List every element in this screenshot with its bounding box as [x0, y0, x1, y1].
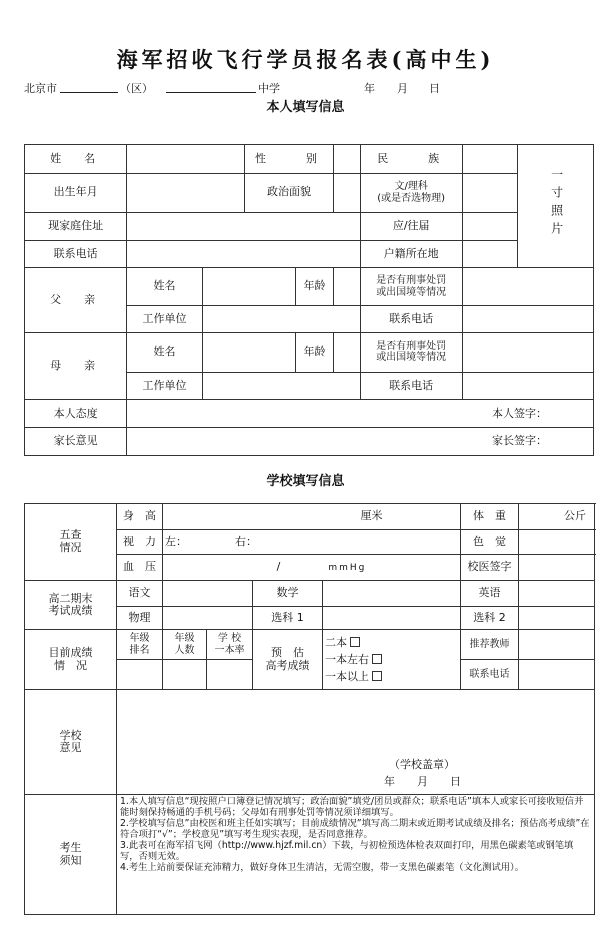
father-label: 父 亲: [25, 268, 127, 332]
rec-phone-field[interactable]: [519, 660, 595, 690]
parent-opinion-label: 家长意见: [25, 428, 127, 456]
political-label: 政治面貌: [245, 173, 334, 212]
attitude-label: 本人态度: [25, 400, 127, 428]
attitude-field[interactable]: [127, 400, 594, 428]
self-info-table: [24, 144, 594, 456]
note-3: 3.此表可在海军招飞网（http://www.hjzf.mil.cn）下载，与初检预选体检表双面打印，用黑色碳素笔或钢笔填写，否则无效。: [120, 840, 574, 862]
phone-label: 联系电话: [25, 240, 127, 268]
grade-rank-label: 年级 排名: [117, 630, 163, 660]
grade-count-label: 年级 人数: [163, 630, 207, 660]
height-label: 身 高: [117, 504, 163, 530]
name-field[interactable]: [127, 145, 245, 174]
section-self-heading: 本人填写信息: [266, 100, 345, 115]
tier2-label: 二本: [325, 636, 347, 650]
vision-left: 左：: [165, 534, 187, 548]
school-opinion-field[interactable]: [117, 690, 595, 795]
color-label: 色 觉: [461, 529, 519, 555]
option-tier2[interactable]: [325, 634, 458, 651]
predicted-label: 预 估 高考成绩: [253, 630, 323, 690]
seal-date: 年 月 日: [384, 774, 461, 788]
photo-box[interactable]: [518, 145, 594, 268]
school-opinion-label: 学校 意见: [25, 690, 117, 795]
height-unit: 厘米: [360, 509, 383, 523]
self-sign-label: 本人签字：: [492, 406, 547, 420]
bp-label: 血 压: [117, 555, 163, 581]
color-field[interactable]: [519, 529, 595, 555]
grad-status-field[interactable]: [462, 212, 518, 240]
elective1-label: 选科 1: [253, 606, 323, 630]
school-date-line: [24, 80, 594, 96]
current-label: 目前成绩 情 况: [25, 630, 117, 690]
school-blank: [166, 92, 256, 93]
father-work-label: 工作单位: [127, 306, 203, 333]
hukou-field[interactable]: [462, 240, 518, 268]
weight-label: 体 重: [461, 504, 519, 530]
gender-field[interactable]: [333, 145, 360, 174]
vision-field[interactable]: [163, 529, 461, 555]
gender-label: 性 别: [245, 145, 334, 174]
father-name-field[interactable]: [202, 268, 295, 306]
vision-right: 右：: [235, 534, 257, 548]
notice-text: [117, 795, 595, 915]
math-label: 数学: [253, 581, 323, 607]
exam-label: 高二期末 考试成绩: [25, 581, 117, 630]
mother-name-field[interactable]: [202, 332, 295, 372]
grade-count-field[interactable]: [163, 660, 207, 690]
district-label: （区）: [120, 82, 153, 95]
name-label: 姓 名: [25, 145, 127, 174]
form-title: 海军招收飞行学员报名表(高中生): [116, 47, 495, 72]
father-work-field[interactable]: [202, 306, 360, 333]
chinese-field[interactable]: [163, 581, 253, 607]
physics-label: 物理: [117, 606, 163, 630]
school-seal-label: （学校盖章）: [389, 758, 455, 772]
hukou-label: 户籍所在地: [360, 240, 462, 268]
school-label: 中学: [258, 82, 280, 95]
father-age-field[interactable]: [333, 268, 360, 306]
vision-label: 视 力: [117, 529, 163, 555]
height-field[interactable]: [163, 504, 461, 530]
rec-phone-label: 联系电话: [461, 660, 519, 690]
date-day: 日: [429, 82, 440, 95]
track-label: 文/理科 (或是否选物理): [360, 173, 462, 212]
mother-phone-label: 联系电话: [360, 372, 462, 400]
district-blank: [60, 92, 118, 93]
bp-unit: mmHg: [328, 563, 367, 574]
tier1-around-checkbox[interactable]: [372, 654, 382, 664]
option-tier1-around[interactable]: [325, 651, 458, 668]
tier1-above-label: 一本以上: [325, 670, 369, 684]
date-year: 年: [364, 82, 375, 95]
mother-name-label: 姓名: [127, 332, 203, 372]
school-sign-label: 校医签字: [461, 555, 519, 581]
father-name-label: 姓名: [127, 268, 203, 306]
recommender-label: 推荐教师: [461, 630, 519, 660]
ethnicity-field[interactable]: [462, 145, 518, 174]
political-field[interactable]: [333, 173, 360, 212]
chinese-label: 语文: [117, 581, 163, 607]
english-label: 英语: [461, 581, 519, 607]
tier1-rate-field[interactable]: [207, 660, 253, 690]
mother-label: 母 亲: [25, 332, 127, 400]
father-age-label: 年龄: [296, 268, 334, 306]
birth-field[interactable]: [127, 173, 245, 212]
grade-rank-field[interactable]: [117, 660, 163, 690]
tier1-rate-label: 学 校 一本率: [207, 630, 253, 660]
weight-field[interactable]: [519, 504, 595, 530]
mother-work-field[interactable]: [202, 372, 360, 400]
notice-label: 考生 须知: [25, 795, 117, 915]
option-tier1-above[interactable]: [325, 668, 458, 685]
city-label: 北京市: [24, 82, 57, 95]
mother-criminal-label: 是否有刑事处罚 或出国境等情况: [360, 332, 462, 372]
mother-phone-field[interactable]: [462, 372, 593, 400]
predicted-options: [323, 630, 461, 690]
ethnicity-label: 民 族: [360, 145, 462, 174]
note-1: 1.本人填写信息“现按照户口簿登记情况填写；政治面貌”填党/团员或群众；联系电话”填本人或家长可接收短信并能时刻保持畅通的手机号码；父母如有刑事处罚等情况须详细填写。: [120, 796, 584, 819]
photo-label: 一寸照片: [549, 168, 564, 241]
mother-work-label: 工作单位: [127, 372, 203, 400]
five-check-label: 五查 情况: [25, 504, 117, 581]
note-2: 2.学校填写信息”由校医和班主任如实填写；目前成绩情况”填写高二期末或近期考试成绩及排名；预估高考成绩”在符合项打“√”；学校意见”填写考生现实表现，是否同意推荐。: [120, 818, 590, 841]
mother-age-field[interactable]: [333, 332, 360, 372]
section-school-heading: 学校填写信息: [266, 474, 345, 489]
father-criminal-label: 是否有刑事处罚 或出国境等情况: [360, 268, 462, 306]
mother-criminal-field[interactable]: [462, 332, 593, 372]
elective2-label: 选科 2: [461, 606, 519, 630]
weight-unit: 公斤: [564, 509, 587, 523]
bp-field[interactable]: [163, 555, 461, 581]
address-field[interactable]: [127, 212, 360, 240]
english-field[interactable]: [519, 581, 595, 607]
tier1-around-label: 一本左右: [325, 653, 369, 667]
grad-status-label: 应/往届: [360, 212, 462, 240]
school-info-table: [24, 503, 595, 915]
elective1-field[interactable]: [323, 606, 461, 630]
father-phone-field[interactable]: [462, 306, 593, 333]
birth-label: 出生年月: [25, 173, 127, 212]
date-month: 月: [397, 82, 408, 95]
track-field[interactable]: [462, 173, 518, 212]
phone-field[interactable]: [127, 240, 360, 268]
mother-age-label: 年龄: [296, 332, 334, 372]
tier2-checkbox[interactable]: [350, 637, 360, 647]
school-sign-field[interactable]: [519, 555, 595, 581]
recommender-field[interactable]: [519, 630, 595, 660]
physics-field[interactable]: [163, 606, 253, 630]
tier1-above-checkbox[interactable]: [372, 671, 382, 681]
address-label: 现家庭住址: [25, 212, 127, 240]
math-field[interactable]: [323, 581, 461, 607]
parent-sign-label: 家长签字：: [492, 434, 547, 448]
bp-sep: /: [276, 560, 281, 574]
father-phone-label: 联系电话: [360, 306, 462, 333]
note-4: 4.考生上站前要保证充沛精力，做好身体卫生清洁，无需空腹，带一支黑色碳素笔（文化测试用）。: [120, 861, 524, 873]
elective2-field[interactable]: [519, 606, 595, 630]
father-criminal-field[interactable]: [462, 268, 593, 306]
parent-opinion-field[interactable]: [127, 428, 594, 456]
